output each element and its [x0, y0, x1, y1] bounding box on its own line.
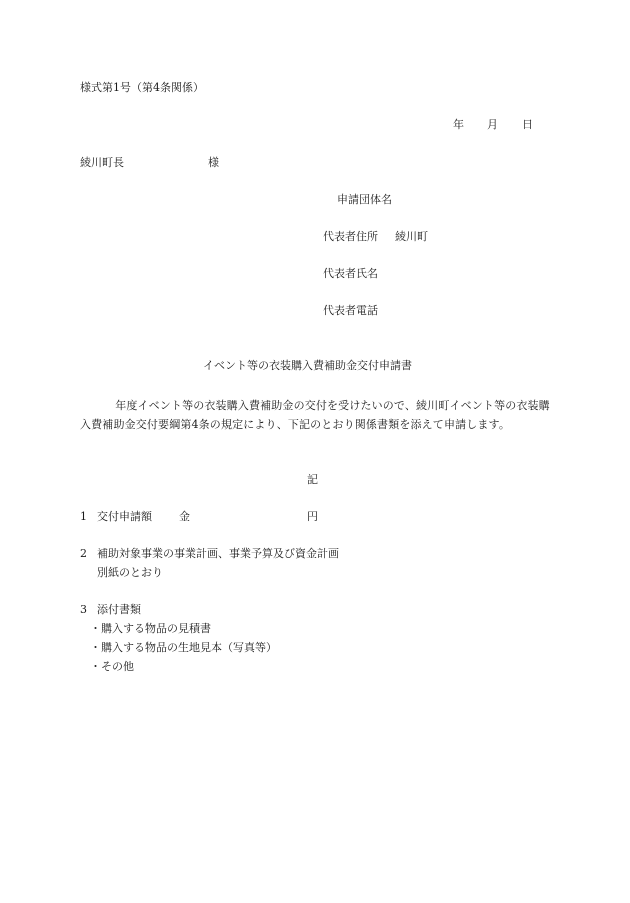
- item1-label: 交付申請額: [97, 510, 152, 523]
- document-title: イベント等の衣装購入費補助金交付申請書: [203, 359, 412, 372]
- attachment-item: ・購入する物品の生地見本（写真等）: [90, 641, 277, 654]
- date-day: 日: [522, 118, 533, 131]
- date-month: 月: [487, 118, 498, 131]
- ki-heading: 記: [307, 473, 318, 486]
- applicant-name-label: 代表者氏名: [323, 267, 378, 280]
- item2-note: 別紙のとおり: [97, 566, 163, 579]
- attachment-item: ・その他: [90, 660, 134, 673]
- form-number: 様式第1号（第4条関係）: [80, 81, 204, 94]
- date-year: 年: [453, 118, 464, 131]
- item1-unit: 円: [307, 510, 318, 523]
- attachment-item: ・購入する物品の見積書: [90, 622, 211, 635]
- item3-number: 3: [80, 603, 87, 616]
- item2-label: 補助対象事業の事業計画、事業予算及び資金計画: [97, 547, 339, 560]
- addressee-honorific: 様: [208, 156, 219, 169]
- applicant-address-label: 代表者住所: [323, 230, 378, 243]
- item1-prefix: 金: [179, 510, 190, 523]
- item1-number: 1: [80, 510, 87, 523]
- applicant-address-value: 綾川町: [395, 230, 428, 243]
- application-body: 年度イベント等の衣装購入費補助金の交付を受けたいので、綾川町イベント等の衣装購入費補助金交付要綱第4条の規定により、下記のとおり関係書類を添えて申請します。: [80, 399, 550, 431]
- addressee-name: 綾川町長: [80, 156, 124, 169]
- item3-label: 添付書類: [97, 603, 141, 616]
- item2-number: 2: [80, 547, 87, 560]
- applicant-phone-label: 代表者電話: [323, 304, 378, 317]
- applicant-org-label: 申請団体名: [337, 193, 392, 206]
